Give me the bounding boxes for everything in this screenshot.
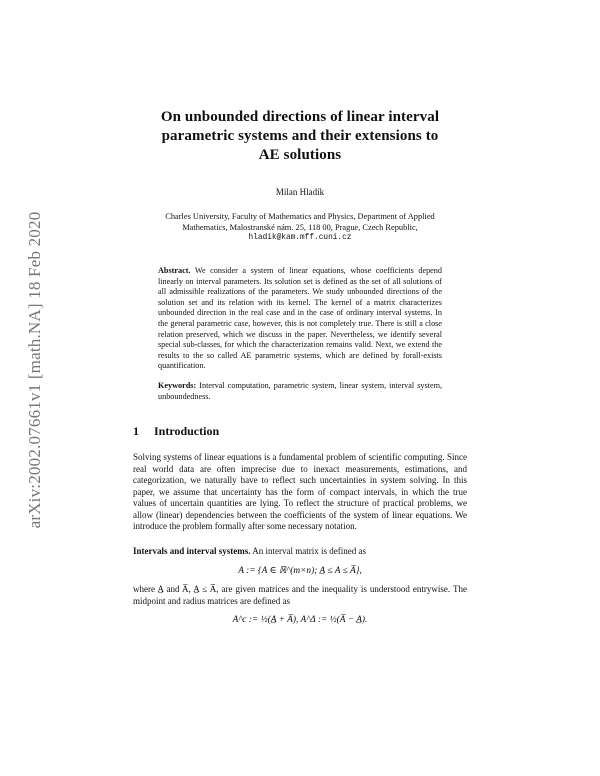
equation-midpoint-radius: A^c := ½(A̲ + A̅), A^Δ := ½(A̅ − A̲). (232, 615, 368, 626)
subsection-label: Intervals and interval systems. (133, 545, 251, 556)
after-equation-text: where A̲ and A̅, A̲ ≤ A̅, are given matrices and the inequality is understood entrywise. The midpoint and radius matrices are defined as (133, 584, 467, 606)
affiliation (133, 211, 467, 233)
subsection-lead: An interval matrix is defined as (252, 545, 366, 556)
abstract (158, 266, 442, 372)
title-line-3: AE solutions (258, 147, 342, 163)
subsection-paragraph (133, 546, 467, 558)
keywords (158, 381, 442, 402)
arxiv-stamp (20, 170, 50, 570)
title-line-2: parametric systems and their extensions to (161, 128, 439, 144)
author-name: Milan Hladík (275, 187, 325, 197)
arxiv-stamp-text: arXiv:2002.07661v1 [math.NA] 18 Feb 2020 (25, 211, 44, 529)
affiliation-line-1: Charles University, Faculty of Mathematics and Physics, Department of Applied (165, 212, 435, 221)
keywords-text: Interval computation, parametric system, linear system, interval system, unboundedness. (158, 380, 443, 401)
section-number: 1 (133, 424, 139, 439)
section-heading (133, 424, 467, 439)
intro-paragraph: Solving systems of linear equations is a fundamental problem of scientific computing. Since real world data are often imprecise due to inexact measurements, estimations, and categorization, we naturally have to reflect such uncertainties in system solving. In this paper, we assume that uncertainty has the form of compact intervals, in which the true values of uncertain quantities are lying. To reflect the structure of practical problems, we allow (linear) dependencies between the coefficients of the system of linear equations. We introduce the problem formally after some necessary notation. (133, 452, 467, 532)
title-line-1: On unbounded directions of linear interval (160, 109, 440, 125)
keywords-label: Keywords: (158, 380, 197, 390)
author-email: hladik@kam.mff.cuni.cz (248, 234, 352, 242)
affiliation-line-2: Mathematics, Malostranské nám. 25, 118 00, Prague, Czech Republic, (182, 223, 418, 232)
equation-interval-matrix: A := {A ∈ ℝ^(m×n); A̲ ≤ A ≤ A̅}, (238, 566, 362, 577)
paper-page (133, 0, 467, 633)
section-title: Introduction (154, 424, 220, 439)
abstract-text: We consider a system of linear equations, whose coefficients depend linearly on interval parameters. Its solution set is defined as the set of all solutions of all admissible realizations of the parameters. We study unbounded directions of the solution set and its relation with its kernel. The kernel of a matrix characterizes unbounded direction in the real case and in the case of ordinary interval systems. In the general parametric case, however, this is not completely true. There is still a close relation preserved, which we discuss in the paper. Nevertheless, we identify several special sub-classes, for which the characterization remains valid. Next, we extend the results to the so called AE parametric systems, which are defined by forall-exists quantification. (158, 266, 442, 371)
paper-title (133, 108, 467, 165)
abstract-label: Abstract. (158, 266, 191, 275)
